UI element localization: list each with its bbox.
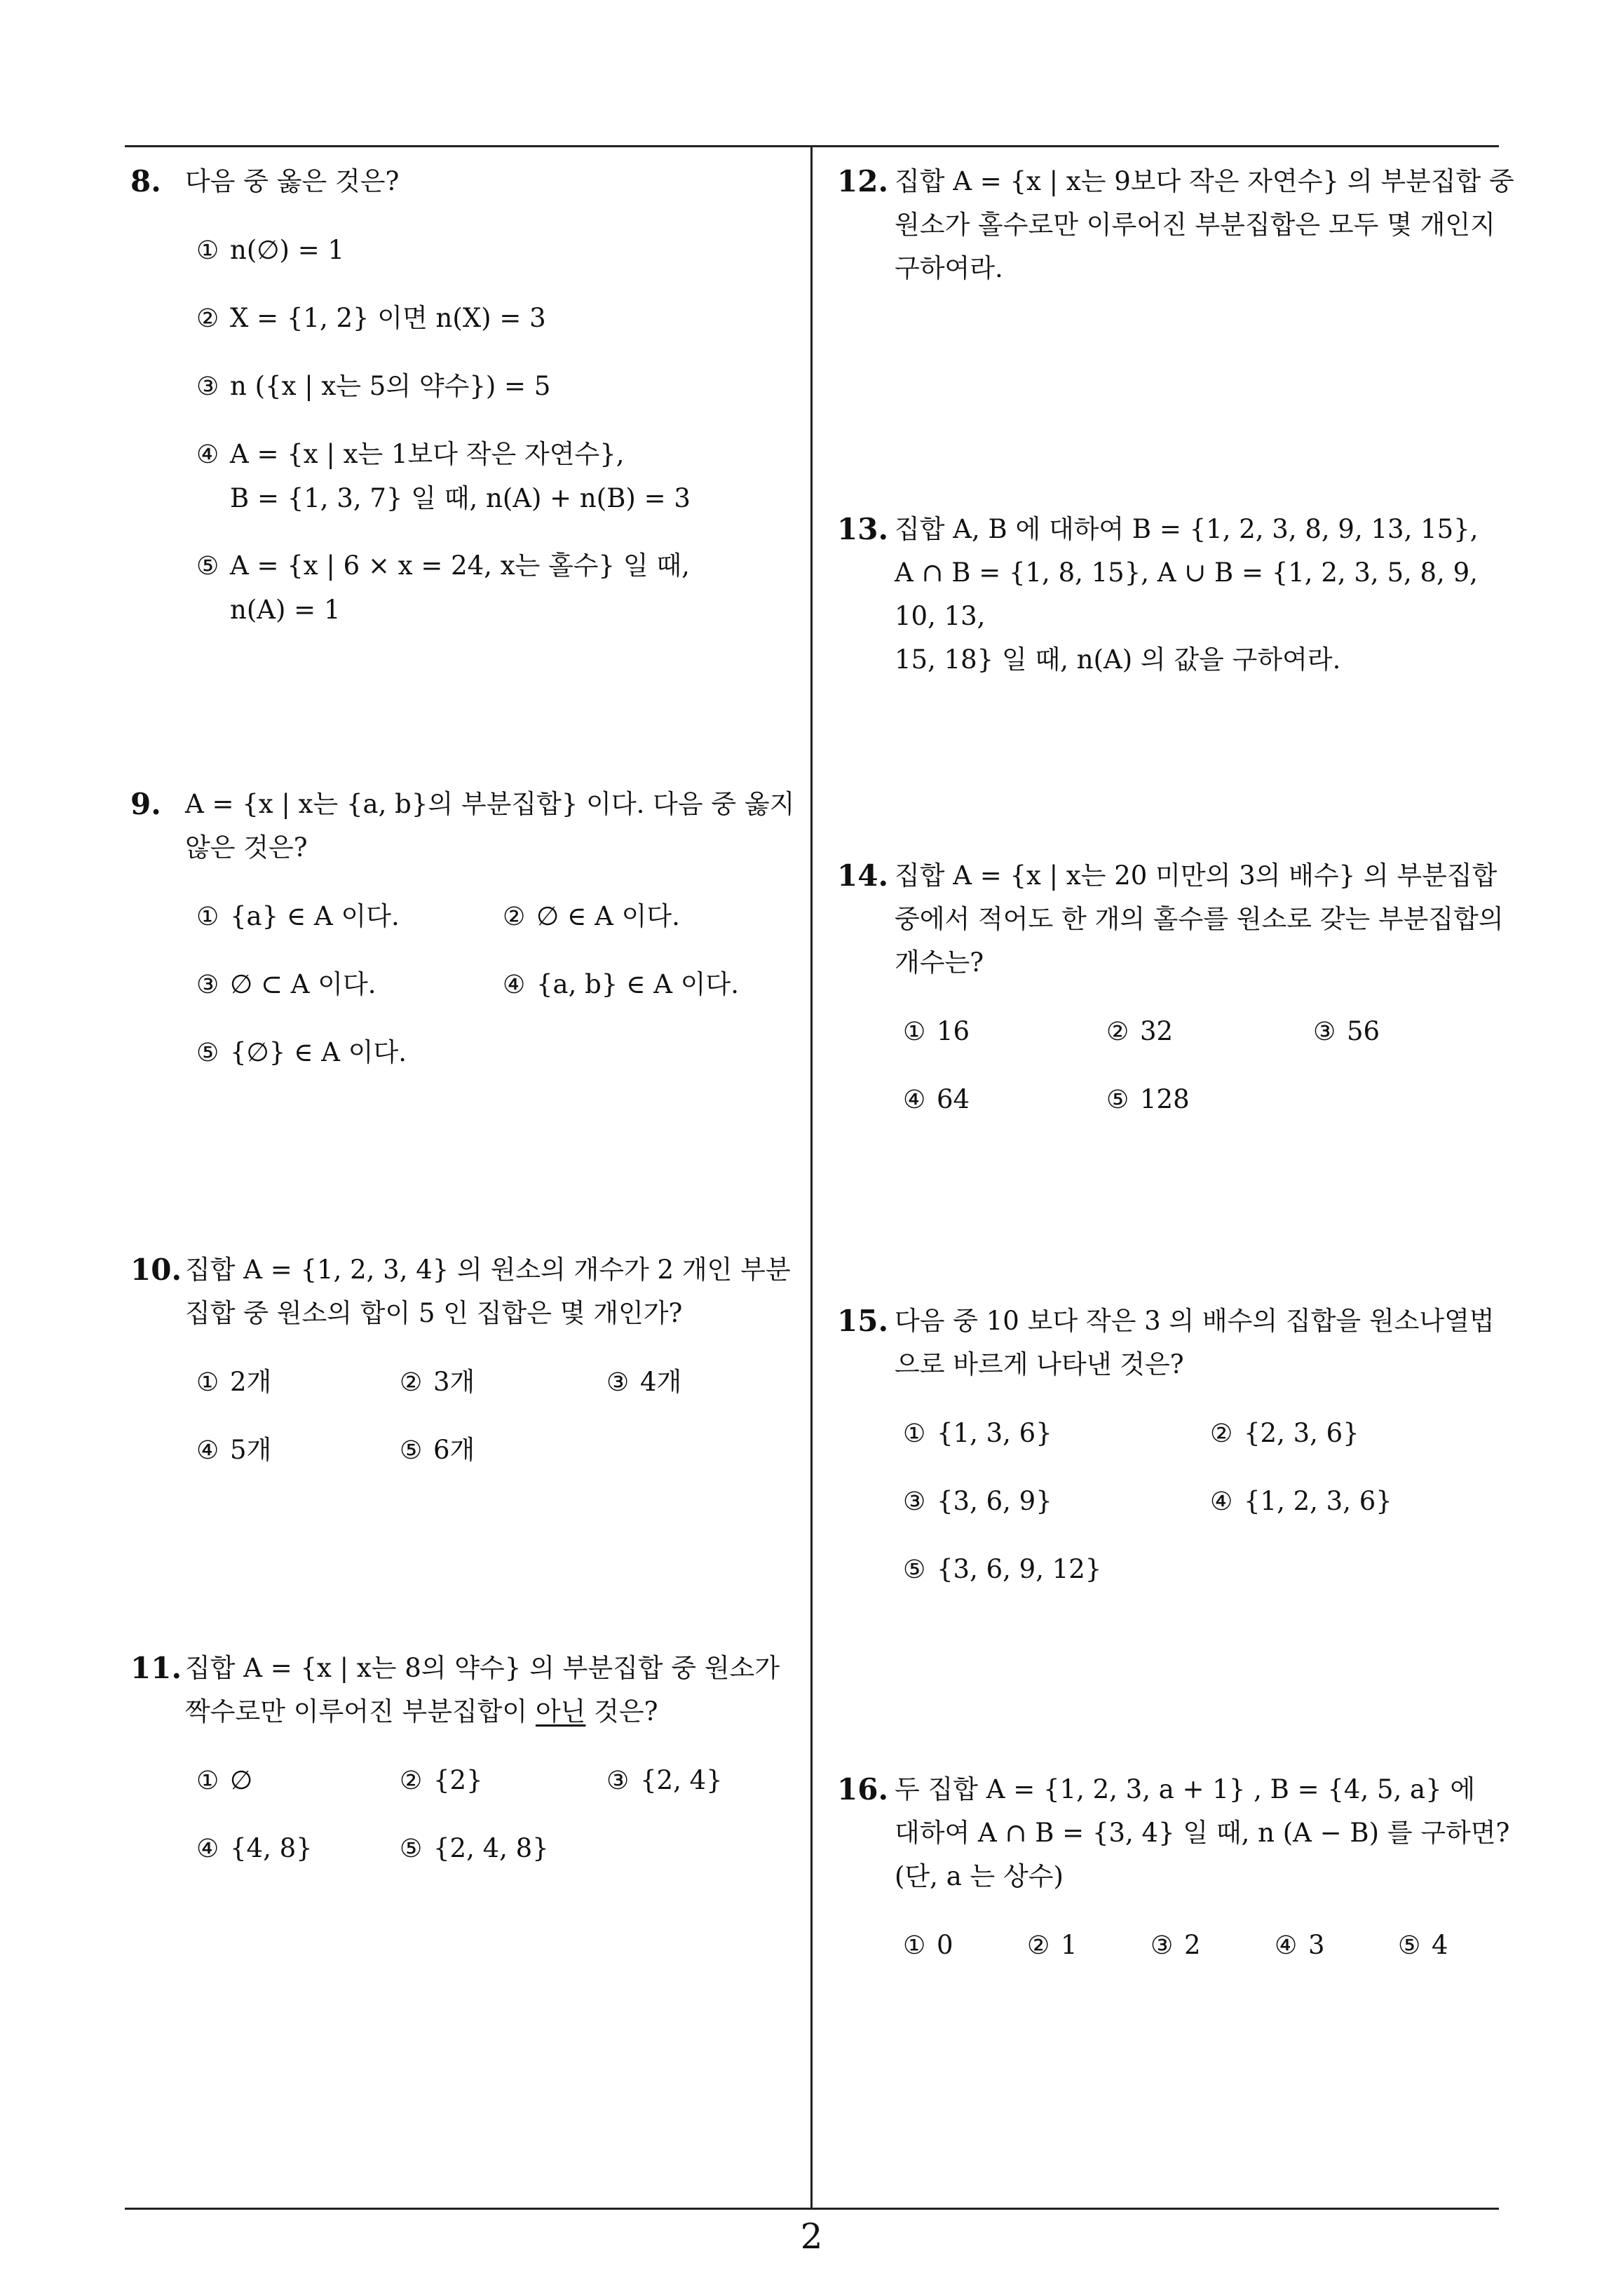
- question-stem: 집합 A = {x | x는 9보다 작은 자연수} 의 부분집합 중 원소가 홀수로만 이루어진 부분집합은 모두 몇 개인지 구하여라.: [895, 166, 1514, 283]
- option-2[interactable]: ② 32: [1106, 1016, 1174, 1046]
- question-12: [837, 160, 1517, 290]
- question-16: [837, 1768, 1517, 1980]
- question-number: 15.: [837, 1304, 889, 1338]
- option-1[interactable]: ① {a} ∈ A 이다.: [196, 901, 400, 931]
- question-8: [130, 160, 796, 649]
- option-1[interactable]: ① ∅: [196, 1765, 253, 1795]
- option-3[interactable]: ③ n ({x | x는 5의 약수}) = 5: [196, 371, 551, 401]
- question-stem: A = {x | x는 {a, b}의 부분집합} 이다. 다음 중 옳지 않은 것은?: [185, 789, 795, 863]
- option-3[interactable]: ③ {3, 6, 9}: [903, 1486, 1052, 1516]
- option-3[interactable]: ③ ∅ ⊂ A 이다.: [196, 969, 376, 999]
- option-2[interactable]: ② ∅ ∈ A 이다.: [503, 901, 680, 931]
- underlined-word: 아닌: [535, 1696, 586, 1727]
- question-9: [130, 783, 796, 1091]
- question-stem: 집합 A = {1, 2, 3, 4} 의 원소의 개수가 2 개인 부분 집합 중 원소의 합이 5 인 집합은 몇 개인가?: [185, 1255, 791, 1328]
- option-3[interactable]: ③ 4개: [606, 1367, 682, 1397]
- question-11: [130, 1647, 796, 1885]
- option-5[interactable]: ⑤ {3, 6, 9, 12}: [903, 1554, 1102, 1584]
- bottom-rule: [125, 2208, 1499, 2210]
- options: [903, 1010, 1517, 1136]
- question-stem: 두 집합 A = {1, 2, 3, a + 1} , B = {4, 5, a} 에 대하여 A ∩ B = {3, 4} 일 때, n (A − B) 를 구하면? (단, a 는 상수): [895, 1774, 1510, 1891]
- option-2[interactable]: ② {2}: [400, 1765, 483, 1795]
- option-1[interactable]: ① {1, 3, 6}: [903, 1418, 1052, 1448]
- options: [196, 895, 796, 1091]
- option-2[interactable]: ② 1: [1027, 1930, 1078, 1960]
- question-number: 16.: [837, 1772, 889, 1807]
- question-stem: 집합 A, B 에 대하여 B = {1, 2, 3, 8, 9, 13, 15}, A ∩ B = {1, 8, 15}, A ∪ B = {1, 2, 3, 5, 8, 9, 10, 13, 15, 18} 일 때, n(A) 의 값을 구하여라.: [895, 514, 1479, 675]
- question-stem: 다음 중 옳은 것은?: [185, 166, 400, 196]
- option-3[interactable]: ③ 2: [1150, 1930, 1201, 1960]
- question-number: 10.: [130, 1252, 182, 1287]
- question-number: 8.: [130, 164, 161, 198]
- options: [903, 1924, 1517, 1980]
- option-5[interactable]: ⑤ A = {x | 6 × x = 24, x는 홀수} 일 때, n(A) = 1: [196, 551, 690, 625]
- option-2[interactable]: ② {2, 3, 6}: [1210, 1418, 1359, 1448]
- question-number: 13.: [837, 512, 889, 546]
- question-number: 9.: [130, 787, 161, 821]
- column-divider: [810, 145, 813, 2208]
- option-2[interactable]: ② 3개: [400, 1367, 475, 1397]
- question-number: 12.: [837, 164, 889, 198]
- options: [903, 1412, 1517, 1608]
- option-1[interactable]: ① 0: [903, 1930, 953, 1960]
- option-4[interactable]: ④ 3: [1275, 1930, 1325, 1960]
- question-number: 14.: [837, 858, 889, 893]
- option-4[interactable]: ④ 5개: [196, 1435, 272, 1465]
- page-number: 2: [800, 2216, 823, 2257]
- option-5[interactable]: ⑤ 4: [1398, 1930, 1448, 1960]
- option-4[interactable]: ④ {4, 8}: [196, 1833, 313, 1863]
- option-4[interactable]: ④ A = {x | x는 1보다 작은 자연수}, B = {1, 3, 7} 일 때, n(A) + n(B) = 3: [196, 439, 691, 513]
- question-10: [130, 1248, 796, 1487]
- question-stem: 다음 중 10 보다 작은 3 의 배수의 집합을 원소나열법 으로 바르게 나타낸 것은?: [895, 1306, 1495, 1379]
- option-3[interactable]: ③ {2, 4}: [606, 1765, 723, 1795]
- question-number: 11.: [130, 1651, 182, 1685]
- option-1[interactable]: ① n(∅) = 1: [196, 235, 344, 265]
- option-4[interactable]: ④ {a, b} ∈ A 이다.: [503, 969, 739, 999]
- option-3[interactable]: ③ 56: [1313, 1016, 1380, 1046]
- option-2[interactable]: ② X = {1, 2} 이면 n(X) = 3: [196, 303, 546, 333]
- option-1[interactable]: ① 16: [903, 1016, 970, 1046]
- option-5[interactable]: ⑤ {2, 4, 8}: [400, 1833, 549, 1863]
- option-4[interactable]: ④ {1, 2, 3, 6}: [1210, 1486, 1392, 1516]
- option-5[interactable]: ⑤ 6개: [400, 1435, 475, 1465]
- option-1[interactable]: ① 2개: [196, 1367, 272, 1397]
- question-stem: 집합 A = {x | x는 8의 약수} 의 부분집합 중 원소가 짝수로만 이루어진 부분집합이 아닌 것은?: [185, 1653, 780, 1727]
- question-14: [837, 854, 1517, 1136]
- options: [196, 229, 796, 649]
- option-5[interactable]: ⑤ {∅} ∈ A 이다.: [196, 1037, 407, 1067]
- question-15: [837, 1299, 1517, 1608]
- options: [196, 1360, 796, 1487]
- option-5[interactable]: ⑤ 128: [1106, 1084, 1190, 1114]
- option-4[interactable]: ④ 64: [903, 1084, 970, 1114]
- options: [196, 1759, 796, 1885]
- question-13: [837, 508, 1517, 682]
- question-stem: 집합 A = {x | x는 20 미만의 3의 배수} 의 부분집합 중에서 적어도 한 개의 홀수를 원소로 갖는 부분집합의 개수는?: [895, 860, 1504, 978]
